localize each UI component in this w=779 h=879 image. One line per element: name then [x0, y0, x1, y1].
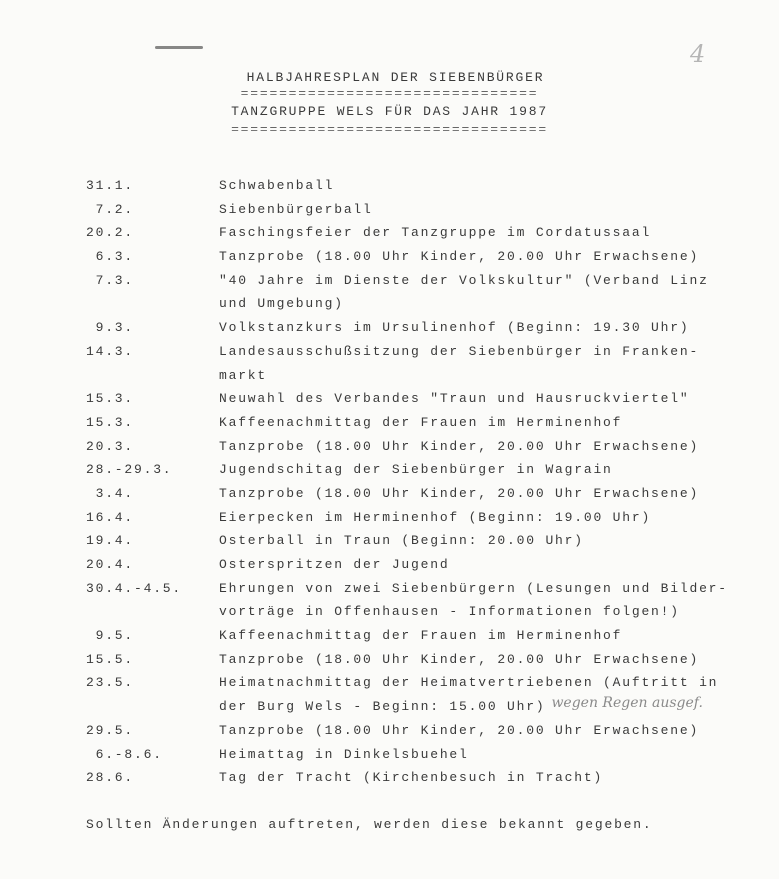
- entry-date: 28.-29.3.: [86, 462, 173, 478]
- schedule-entry: [86, 553, 728, 577]
- entry-text-line: Tanzprobe (18.00 Uhr Kinder, 20.00 Uhr Erwachsene): [219, 438, 700, 454]
- title-line-1: HALBJAHRESPLAN DER SIEBENBÜRGER: [246, 70, 545, 85]
- entry-text-line: Tanzprobe (18.00 Uhr Kinder, 20.00 Uhr Erwachsene): [219, 485, 700, 501]
- title-line-2: TANZGRUPPE WELS FÜR DAS JAHR 1987: [231, 104, 548, 119]
- schedule-entry-continuation: [86, 364, 728, 388]
- handwritten-page-number: 4: [690, 40, 706, 68]
- entry-text: [219, 458, 613, 482]
- entry-date: [86, 600, 219, 624]
- entry-date: [86, 695, 219, 719]
- entry-text-line: Ehrungen von zwei Siebenbürgern (Lesungen und Bilder-: [219, 580, 728, 596]
- entry-text-line: Faschingsfeier der Tanzgruppe im Cordatussaal: [219, 225, 652, 241]
- schedule-entry-continuation: [86, 600, 728, 624]
- entry-date: 16.4.: [86, 509, 135, 525]
- entry-date: 9.5.: [86, 628, 135, 644]
- entry-text-line: Heimatnachmittag der Heimatvertriebenen (Auftritt in: [219, 675, 719, 691]
- entry-date: 20.2.: [86, 225, 135, 241]
- scan-mark: [155, 46, 203, 49]
- entry-text: [219, 529, 584, 553]
- entry-text: [219, 600, 680, 624]
- entry-text: [219, 506, 651, 530]
- entry-date: 19.4.: [86, 533, 135, 549]
- entry-date: 6.-8.6.: [86, 746, 163, 762]
- schedule-entry: [86, 435, 728, 459]
- entry-date: [86, 364, 219, 388]
- entry-text-line: Volkstanzkurs im Ursulinenhof (Beginn: 19.30 Uhr): [219, 320, 690, 336]
- entry-date: 6.3.: [86, 249, 135, 265]
- entry-text-line: Jugendschitag der Siebenbürger in Wagrain: [219, 462, 613, 478]
- schedule-entry: [86, 316, 728, 340]
- entry-text-line: Eierpecken im Herminenhof (Beginn: 19.00 Uhr): [219, 509, 652, 525]
- schedule-entry: [86, 340, 728, 364]
- schedule-entry: [86, 387, 728, 411]
- entry-text: [219, 553, 449, 577]
- schedule-entry: [86, 198, 728, 222]
- schedule-entry-continuation: [86, 695, 728, 719]
- entry-text-line: Osterspritzen der Jugend: [219, 557, 450, 572]
- entry-date: 14.3.: [86, 343, 135, 359]
- entry-text: [219, 411, 622, 435]
- schedule-list: [86, 174, 728, 790]
- schedule-entry: [86, 506, 728, 530]
- schedule-entry: [86, 482, 728, 506]
- entry-date: 29.5.: [86, 722, 135, 738]
- entry-text-line: Landesausschußsitzung der Siebenbürger in Franken-: [219, 343, 700, 359]
- title-underline-2: =================================: [231, 122, 548, 137]
- entry-date: 31.1.: [86, 178, 135, 193]
- entry-text: [219, 387, 689, 411]
- schedule-entry: [86, 529, 728, 553]
- entry-date: 15.5.: [86, 651, 135, 667]
- title-underline-1: ===============================: [240, 86, 539, 101]
- entry-text-line: Tanzprobe (18.00 Uhr Kinder, 20.00 Uhr Erwachsene): [219, 722, 700, 738]
- entry-text: [219, 624, 622, 648]
- footer-note: Sollten Änderungen auftreten, werden diese bekannt gegeben.: [86, 817, 653, 832]
- entry-text: [219, 221, 651, 245]
- entry-text: [219, 198, 373, 222]
- entry-text: [219, 364, 267, 388]
- entry-date: [86, 292, 219, 316]
- entry-text-line: Kaffeenachmittag der Frauen im Herminenhof: [219, 628, 623, 644]
- entry-text-line: und Umgebung): [219, 296, 344, 312]
- entry-date: 15.3.: [86, 391, 135, 407]
- entry-text: [219, 174, 334, 198]
- entry-text: [219, 577, 728, 601]
- schedule-entry: [86, 719, 728, 743]
- entry-date: 7.3.: [86, 272, 135, 288]
- entry-text: [219, 269, 709, 293]
- entry-text-line: "40 Jahre im Dienste der Volkskultur" (Verband Linz: [219, 272, 709, 288]
- schedule-entry: [86, 174, 728, 198]
- entry-text-line: der Burg Wels - Beginn: 15.00 Uhr): [219, 699, 546, 715]
- schedule-entry: [86, 269, 728, 293]
- schedule-entry-continuation: [86, 292, 728, 316]
- entry-text-line: Tanzprobe (18.00 Uhr Kinder, 20.00 Uhr Erwachsene): [219, 249, 700, 265]
- schedule-entry: [86, 648, 728, 672]
- entry-text: [219, 316, 689, 340]
- entry-text: [219, 482, 699, 506]
- entry-text-line: vorträge in Offenhausen - Informationen folgen!): [219, 604, 680, 620]
- entry-date: 23.5.: [86, 675, 135, 691]
- entry-date: 30.4.-4.5.: [86, 580, 183, 596]
- entry-text-line: Heimattag in Dinkelsbuehel: [219, 746, 469, 762]
- schedule-entry: [86, 458, 728, 482]
- entry-text: [219, 648, 699, 672]
- schedule-entry: [86, 245, 728, 269]
- entry-date: 3.4.: [86, 485, 135, 501]
- entry-text: [219, 766, 603, 790]
- entry-date: 7.2.: [86, 201, 135, 217]
- entry-text-line: Schwabenball: [219, 178, 335, 193]
- entry-text: [219, 719, 699, 743]
- entry-date: 20.4.: [86, 557, 135, 572]
- entry-text-line: Kaffeenachmittag der Frauen im Herminenhof: [219, 414, 623, 430]
- schedule-entry: [86, 624, 728, 648]
- entry-text-line: Neuwahl des Verbandes "Traun und Hausruckviertel": [219, 391, 690, 407]
- entry-text: [219, 743, 469, 767]
- entry-text: [219, 435, 699, 459]
- schedule-entry: [86, 411, 728, 435]
- entry-text-line: Siebenbürgerball: [219, 201, 373, 217]
- schedule-entry: [86, 221, 728, 245]
- entry-date: 9.3.: [86, 320, 135, 336]
- entry-text-line: Osterball in Traun (Beginn: 20.00 Uhr): [219, 533, 584, 549]
- entry-date: 28.6.: [86, 770, 135, 786]
- schedule-entry: [86, 743, 728, 767]
- schedule-entry: [86, 577, 728, 601]
- entry-text-line: Tanzprobe (18.00 Uhr Kinder, 20.00 Uhr Erwachsene): [219, 651, 700, 667]
- entry-text-line: Tag der Tracht (Kirchenbesuch in Tracht): [219, 770, 604, 786]
- entry-date: 20.3.: [86, 438, 135, 454]
- entry-text: [219, 695, 703, 719]
- entry-text: [219, 292, 344, 316]
- handwritten-note: wegen Regen ausgef.: [551, 695, 703, 712]
- schedule-entry: [86, 766, 728, 790]
- entry-text: [219, 245, 699, 269]
- entry-text: [219, 340, 699, 364]
- entry-date: 15.3.: [86, 414, 135, 430]
- entry-text-line: markt: [219, 367, 268, 383]
